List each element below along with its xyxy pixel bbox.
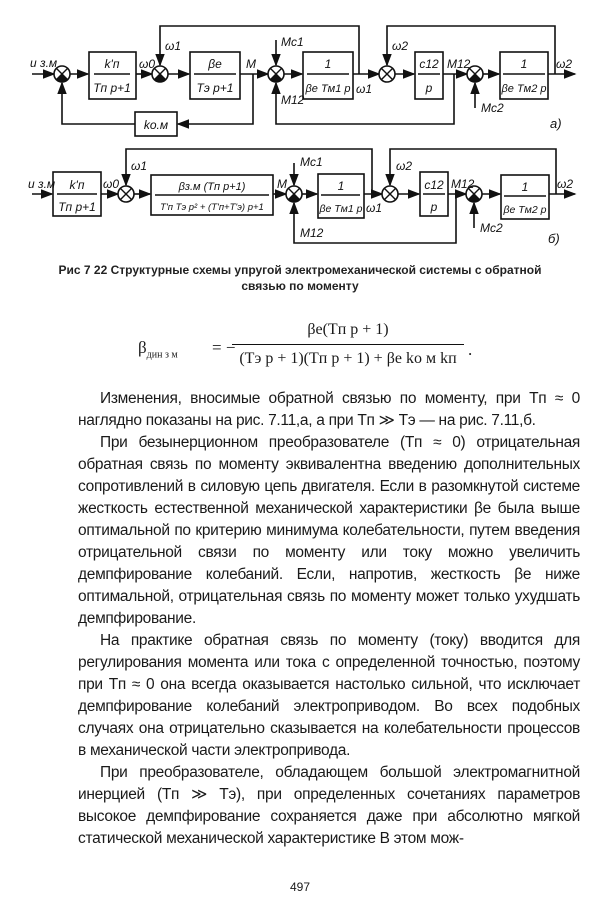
formula-lhs-subscript: дин з м	[146, 349, 178, 361]
formula-lhs	[138, 338, 178, 360]
signal-Mc1-b: Mс1	[300, 155, 323, 169]
signal-w2-fb: ω2	[392, 39, 409, 53]
summing-junction-icon	[382, 186, 398, 202]
block-m2-num: 1	[520, 57, 528, 71]
block-m2-den: βе Tм2 p	[501, 83, 547, 95]
block-m1-den-b: βе Tм1 p	[319, 203, 363, 215]
body-text	[78, 388, 580, 850]
block-c12-num: c12	[419, 57, 439, 71]
block-m1-num: 1	[324, 57, 332, 71]
figure-caption: Рис 7 22 Структурные схемы упругой электромеханической системы с обратной связью по моменту	[58, 263, 542, 293]
signal-M: M	[246, 57, 256, 71]
block-kp-den-b: Tп p+1	[58, 200, 96, 214]
summing-junction-icon	[118, 186, 134, 202]
paragraph: При безынерционном преобразователе (Tп ≈ 0) отрицательная обратная связь по моменту эквивалентна введению дополнительных сопротивлений в силовую цепь двигателя. Если в разомкнутой системе жесткость естественной механической характеристики βе была выше оптимальной по критерию минимума колебательности, путем введения отрицательной связи по моменту или току можно увеличить демпфирование колебаний. Если, напротив, жесткость βе ниже оптимальной, отрицательная связь по моменту может только ухудшать демпфирование.	[78, 434, 580, 627]
block-c12-den-b: p	[430, 200, 438, 214]
input-label-b: u з.м	[28, 177, 56, 191]
summing-junction-icon	[286, 186, 302, 202]
block-be-den: Tэ p+1	[196, 81, 234, 95]
signal-Mc2-b: Mс2	[480, 221, 503, 235]
signal-w1-b: ω1	[366, 201, 383, 215]
signal-M12-in: M12	[281, 93, 305, 107]
block-m1-num-b: 1	[337, 179, 345, 193]
signal-M12-in-b: M12	[300, 226, 324, 240]
block-kp-num: k'п	[104, 57, 120, 71]
signal-Mc1: Mс1	[281, 35, 304, 49]
signal-w2-fb-b: ω2	[396, 159, 413, 173]
page-number: 497	[289, 880, 311, 894]
block-m2-den-b: βе Tм2 p	[503, 204, 547, 216]
signal-w1: ω1	[356, 82, 373, 96]
block-m2-num-b: 1	[521, 180, 529, 194]
signal-w1-fb-b: ω1	[131, 159, 148, 173]
signal-M12-b: M12	[451, 177, 475, 191]
fraction-bar	[232, 344, 464, 345]
block-c12-num-b: c12	[424, 178, 444, 192]
formula-denominator: (Tэ p + 1)(Tп p + 1) + βе kо м kп	[239, 350, 457, 367]
signal-w1-fb: ω1	[165, 39, 182, 53]
signal-w0-b: ω0	[103, 177, 120, 191]
signal-M-b: M	[277, 177, 287, 191]
signal-w0: ω0	[139, 57, 156, 71]
block-kom: kо.м	[143, 118, 169, 132]
block-diagram-figure	[0, 0, 600, 260]
block-c12-den: p	[425, 81, 433, 95]
block-be-num: βе	[208, 57, 222, 71]
summing-junction-icon	[379, 66, 395, 82]
formula-end: .	[468, 340, 473, 359]
signal-w2: ω2	[556, 57, 573, 71]
block-m1-den: βе Tм1 p	[305, 83, 351, 95]
input-label-a: u з.м	[30, 56, 58, 70]
formula-equals: = −	[212, 338, 236, 357]
signal-M12: M12	[447, 57, 471, 71]
block-kp-den: Tп p+1	[93, 81, 131, 95]
paragraph: На практике обратная связь по моменту (току) вводится для регулирования момента или тока с определенной точностью, поэтому при Tп ≈ 0 она всегда оказывается настолько сильной, что исключает демпфирование колебаний электроприводом. Во всех подобных случаях она отрицательно сказывается на колебательности процессов в механической части электропривода.	[78, 632, 580, 759]
figure-label-b: б)	[548, 231, 560, 246]
signal-w2-b: ω2	[557, 177, 574, 191]
paragraph: Изменения, вносимые обратной связью по моменту, при Tп ≈ 0 наглядно показаны на рис. 7.11,а, а при Tп ≫ Tэ — на рис. 7.11,б.	[78, 390, 580, 429]
block-kp-num-b: k'п	[69, 178, 85, 192]
formula	[120, 318, 480, 378]
paragraph: При преобразователе, обладающем большой электромагнитной инерцией (Tп ≫ Tэ), при определенных сочетаниях параметров высокое демпфирование сохраняется даже при абсолютно мягкой статической механической характеристике В этом мож-	[78, 764, 580, 847]
formula-lhs-symbol: β	[138, 338, 147, 357]
formula-fraction	[232, 318, 464, 371]
block-bzm-den: T'п Tэ p² + (T'п+T'э) p+1	[160, 202, 264, 213]
block-bzm-num: βз.м (Tп p+1)	[178, 181, 246, 193]
signal-Mc2: Mс2	[481, 101, 504, 115]
summing-junction-icon	[268, 66, 284, 82]
figure-label-a: а)	[550, 116, 562, 131]
formula-numerator: βе(Tп p + 1)	[307, 321, 389, 338]
